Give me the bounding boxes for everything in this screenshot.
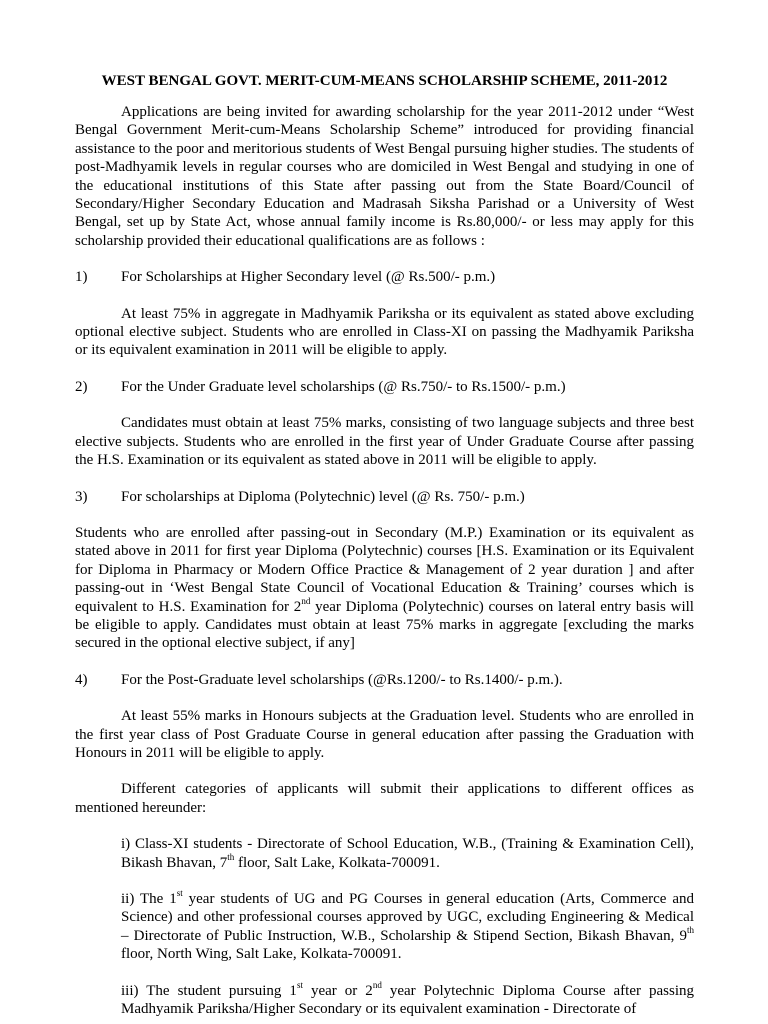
section-number: 4) xyxy=(75,671,88,688)
section-body-2: Candidates must obtain at least 75% marks, consisting of two language subjects and three best elective subjects. Students who are enrolled in the first year of Under Graduate Course after passing the H.S. Examination or its equivalent as stated above in 2011 will be eligible to apply. xyxy=(75,415,694,469)
section-number: 3) xyxy=(75,488,88,505)
office-item-3 xyxy=(75,979,694,1019)
office-item-1 xyxy=(75,835,694,872)
section-body-4: At least 55% marks in Honours subjects at the Graduation level. Students who are enrolled in the first year class of Post Graduate Course in general education after passing the Graduation with Honours in 2011 will be eligible to apply. xyxy=(75,708,694,761)
section-heading-4 xyxy=(75,671,694,689)
section-number: 1) xyxy=(75,269,88,286)
body-text: Students who are enrolled after passing-out in Secondary (M.P.) Examination or its equivalent as stated above in 2011 for first year Diploma (Polytechnic) courses [H.S. Examination or its Equivalent for Diploma in Pharmacy or Modern Office Practice & Management of 2 year duration ] and after passing-out in ‘West Bengal State Council of Vocational Education & Training’ courses which is equivalent to H.S. Examination for 2 xyxy=(75,524,694,615)
office-text: year or 2 xyxy=(302,982,373,999)
section-number: 2) xyxy=(75,378,88,395)
office-text: ii) The 1 xyxy=(121,891,177,907)
section-heading-text: For the Under Graduate level scholarships (@ Rs.750/- to Rs.1500/- p.m.) xyxy=(121,378,566,395)
section-heading-1 xyxy=(75,268,694,286)
offices-intro: Different categories of applicants will submit their applications to different offices as mentioned hereunder: xyxy=(75,781,694,816)
office-text: year students of UG and PG Courses in general education (Arts, Commerce and Science) and other professional courses approved by UGC, excluding Engineering & Medical – Directorate of Public Instruction, W.B., Scholarship & Stipend Section, Bikash Bhavan, 9 xyxy=(121,891,694,944)
section-body-3 xyxy=(75,524,694,653)
superscript: th xyxy=(686,924,694,935)
document-title: WEST BENGAL GOVT. MERIT-CUM-MEANS SCHOLARSHIP SCHEME, 2011-2012 xyxy=(101,73,668,89)
office-text: i) Class-XI students - Directorate of School Education, W.B., (Training & Examination Cell), Bikash Bhavan, 7 xyxy=(121,836,694,871)
section-heading-text: For Scholarships at Higher Secondary level (@ Rs.500/- p.m.) xyxy=(121,269,496,286)
section-heading-2 xyxy=(75,378,694,396)
superscript: st xyxy=(296,979,303,990)
superscript: st xyxy=(176,888,183,898)
office-item-2 xyxy=(75,890,694,964)
body-text: year Diploma (Polytechnic) courses on lateral entry basis will be eligible to apply. Candidates must obtain at least 75% marks in aggregate [excluding the marks secured in the optional elective subject, if any] xyxy=(75,598,694,652)
office-text: iii) The student pursuing 1 xyxy=(121,982,297,999)
intro-paragraph: Applications are being invited for awarding scholarship for the year 2011-2012 under “West Bengal Government Merit-cum-Means Scholarship Scheme” introduced for providing financial assistance to the poor and meritorious students of West Bengal pursuing higher studies. The students of post-Madhyamik levels in regular courses who are domiciled in West Bengal and studying in one of the educational institutions of this State after passing out from the State Board/Council of Secondary/Higher Secondary Education and Madrasah Siksha Parishad or a University of West Bengal, set up by State Act, whose annual family income is Rs.80,000/- or less may apply for this scholarship provided their educational qualifications are as follows : xyxy=(75,104,694,249)
superscript: th xyxy=(227,851,235,862)
section-body-1: At least 75% in aggregate in Madhyamik Pariksha or its equivalent as stated above excluding optional elective subject. Students who are enrolled in Class-XI on passing the Madhyamik Pariksha or its equivalent examination in 2011 will be eligible to apply. xyxy=(75,305,694,359)
superscript: nd xyxy=(301,595,311,606)
office-text: floor, North Wing, Salt Lake, Kolkata-700091. xyxy=(121,946,402,963)
section-heading-text: For scholarships at Diploma (Polytechnic) level (@ Rs. 750/- p.m.) xyxy=(121,488,525,505)
superscript: nd xyxy=(372,979,382,990)
section-heading-text: For the Post-Graduate level scholarships (@Rs.1200/- to Rs.1400/- p.m.). xyxy=(121,671,563,688)
office-text: floor, Salt Lake, Kolkata-700091. xyxy=(234,854,440,871)
section-heading-3 xyxy=(75,488,694,506)
office-text: year Polytechnic Diploma Course after passing Madhyamik Pariksha/Higher Secondary or its equivalent examination - Directorate of xyxy=(121,982,694,1018)
